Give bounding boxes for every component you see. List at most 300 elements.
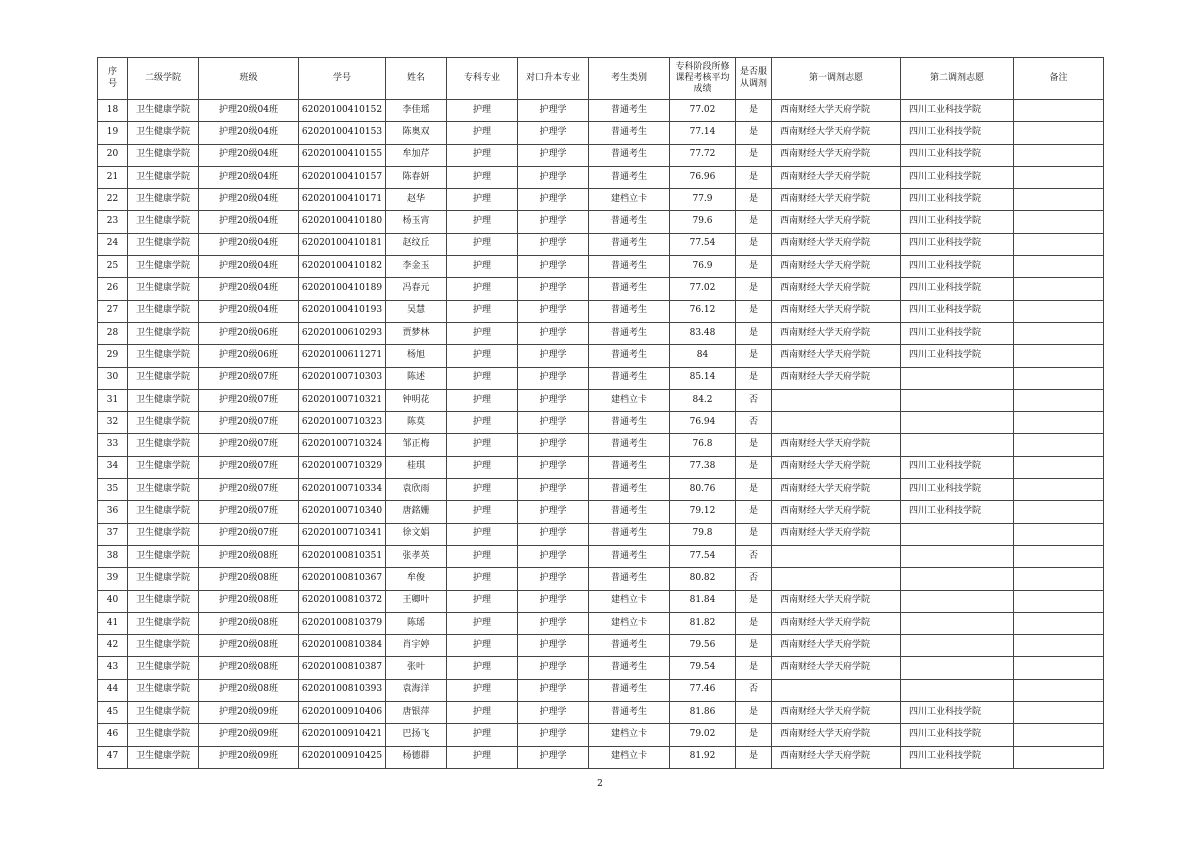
seq-cell: 35 [98, 479, 128, 501]
table-row [98, 122, 1104, 144]
target-major-cell: 护理学 [518, 412, 589, 434]
first-choice-cell: 西南财经大学天府学院 [772, 702, 901, 724]
student-id-cell: 62020100710323 [299, 412, 386, 434]
first-choice-cell: 西南财经大学天府学院 [772, 590, 901, 612]
second-choice-cell [901, 545, 1014, 567]
seq-cell: 39 [98, 568, 128, 590]
student-id-cell: 62020100611271 [299, 345, 386, 367]
first-choice-cell [772, 412, 901, 434]
table-row [98, 256, 1104, 278]
target-major-cell: 护理学 [518, 679, 589, 701]
major-cell: 护理 [447, 635, 518, 657]
first-choice-cell: 西南财经大学天府学院 [772, 211, 901, 233]
page-number: 2 [597, 779, 603, 789]
average-score-cell: 85.14 [670, 367, 736, 389]
name-cell: 钟明花 [386, 389, 447, 411]
class-cell: 护理20级07班 [199, 434, 299, 456]
name-cell: 陈述 [386, 367, 447, 389]
average-score-cell: 83.48 [670, 322, 736, 344]
name-cell: 吴慧 [386, 300, 447, 322]
name-cell: 张叶 [386, 657, 447, 679]
first-choice-cell: 西南财经大学天府学院 [772, 657, 901, 679]
table-row [98, 523, 1104, 545]
student-id-cell: 62020100410193 [299, 300, 386, 322]
col-header-student-id: 学号 [299, 58, 386, 100]
first-choice-cell: 西南财经大学天府学院 [772, 456, 901, 478]
second-choice-cell [901, 635, 1014, 657]
college-cell: 卫生健康学院 [128, 211, 199, 233]
second-choice-cell: 四川工业科技学院 [901, 122, 1014, 144]
average-score-cell: 77.14 [670, 122, 736, 144]
accept-adjustment-cell: 否 [736, 679, 772, 701]
table-row [98, 412, 1104, 434]
remarks-cell [1014, 679, 1104, 701]
target-major-cell: 护理学 [518, 211, 589, 233]
second-choice-cell: 四川工业科技学院 [901, 166, 1014, 188]
college-cell: 卫生健康学院 [128, 545, 199, 567]
remarks-cell [1014, 367, 1104, 389]
major-cell: 护理 [447, 746, 518, 768]
first-choice-cell: 西南财经大学天府学院 [772, 144, 901, 166]
target-major-cell: 护理学 [518, 590, 589, 612]
accept-adjustment-cell: 是 [736, 166, 772, 188]
category-cell: 普通考生 [589, 345, 670, 367]
class-cell: 护理20级04班 [199, 233, 299, 255]
class-cell: 护理20级07班 [199, 389, 299, 411]
adjustment-table [97, 57, 1104, 769]
major-cell: 护理 [447, 278, 518, 300]
college-cell: 卫生健康学院 [128, 590, 199, 612]
target-major-cell: 护理学 [518, 256, 589, 278]
seq-cell: 21 [98, 166, 128, 188]
remarks-cell [1014, 256, 1104, 278]
seq-cell: 19 [98, 122, 128, 144]
average-score-cell: 80.82 [670, 568, 736, 590]
average-score-cell: 76.12 [670, 300, 736, 322]
first-choice-cell: 西南财经大学天府学院 [772, 166, 901, 188]
accept-adjustment-cell: 是 [736, 189, 772, 211]
col-header-seq: 序号 [98, 58, 128, 100]
remarks-cell [1014, 657, 1104, 679]
class-cell: 护理20级04班 [199, 211, 299, 233]
category-cell: 建档立卡 [589, 724, 670, 746]
name-cell: 肖宇婷 [386, 635, 447, 657]
student-id-cell: 62020100410189 [299, 278, 386, 300]
major-cell: 护理 [447, 211, 518, 233]
major-cell: 护理 [447, 523, 518, 545]
name-cell: 贾梦林 [386, 322, 447, 344]
class-cell: 护理20级08班 [199, 545, 299, 567]
target-major-cell: 护理学 [518, 278, 589, 300]
average-score-cell: 79.56 [670, 635, 736, 657]
name-cell: 袁海洋 [386, 679, 447, 701]
remarks-cell [1014, 122, 1104, 144]
major-cell: 护理 [447, 501, 518, 523]
average-score-cell: 77.46 [670, 679, 736, 701]
class-cell: 护理20级06班 [199, 322, 299, 344]
class-cell: 护理20级09班 [199, 702, 299, 724]
second-choice-cell: 四川工业科技学院 [901, 322, 1014, 344]
remarks-cell [1014, 100, 1104, 122]
accept-adjustment-cell: 是 [736, 278, 772, 300]
table-body [98, 100, 1104, 769]
seq-cell: 27 [98, 300, 128, 322]
class-cell: 护理20级08班 [199, 679, 299, 701]
second-choice-cell: 四川工业科技学院 [901, 278, 1014, 300]
accept-adjustment-cell: 是 [736, 456, 772, 478]
first-choice-cell: 西南财经大学天府学院 [772, 367, 901, 389]
category-cell: 普通考生 [589, 635, 670, 657]
major-cell: 护理 [447, 300, 518, 322]
col-header-target-major: 对口升本专业 [518, 58, 589, 100]
name-cell: 徐文娟 [386, 523, 447, 545]
student-id-cell: 62020100810379 [299, 612, 386, 634]
college-cell: 卫生健康学院 [128, 233, 199, 255]
average-score-cell: 84 [670, 345, 736, 367]
major-cell: 护理 [447, 256, 518, 278]
second-choice-cell [901, 412, 1014, 434]
name-cell: 陈春妍 [386, 166, 447, 188]
remarks-cell [1014, 590, 1104, 612]
class-cell: 护理20级07班 [199, 501, 299, 523]
name-cell: 冯春元 [386, 278, 447, 300]
target-major-cell: 护理学 [518, 523, 589, 545]
second-choice-cell [901, 523, 1014, 545]
table-row [98, 746, 1104, 768]
average-score-cell: 79.6 [670, 211, 736, 233]
seq-cell: 34 [98, 456, 128, 478]
average-score-cell: 81.92 [670, 746, 736, 768]
seq-cell: 23 [98, 211, 128, 233]
class-cell: 护理20级08班 [199, 635, 299, 657]
seq-cell: 26 [98, 278, 128, 300]
category-cell: 普通考生 [589, 702, 670, 724]
major-cell: 护理 [447, 367, 518, 389]
table-row [98, 233, 1104, 255]
second-choice-cell: 四川工业科技学院 [901, 479, 1014, 501]
average-score-cell: 77.54 [670, 233, 736, 255]
target-major-cell: 护理学 [518, 345, 589, 367]
first-choice-cell: 西南财经大学天府学院 [772, 256, 901, 278]
average-score-cell: 79.02 [670, 724, 736, 746]
major-cell: 护理 [447, 657, 518, 679]
average-score-cell: 76.94 [670, 412, 736, 434]
second-choice-cell: 四川工业科技学院 [901, 702, 1014, 724]
college-cell: 卫生健康学院 [128, 724, 199, 746]
second-choice-cell: 四川工业科技学院 [901, 345, 1014, 367]
first-choice-cell: 西南财经大学天府学院 [772, 724, 901, 746]
remarks-cell [1014, 479, 1104, 501]
accept-adjustment-cell: 是 [736, 523, 772, 545]
seq-cell: 33 [98, 434, 128, 456]
college-cell: 卫生健康学院 [128, 345, 199, 367]
col-header-average-score: 专科阶段所修课程考核平均成绩 [670, 58, 736, 100]
average-score-cell: 77.38 [670, 456, 736, 478]
remarks-cell [1014, 211, 1104, 233]
second-choice-cell [901, 590, 1014, 612]
college-cell: 卫生健康学院 [128, 166, 199, 188]
remarks-cell [1014, 278, 1104, 300]
major-cell: 护理 [447, 724, 518, 746]
accept-adjustment-cell: 是 [736, 256, 772, 278]
remarks-cell [1014, 724, 1104, 746]
student-id-cell: 62020100810372 [299, 590, 386, 612]
college-cell: 卫生健康学院 [128, 657, 199, 679]
target-major-cell: 护理学 [518, 434, 589, 456]
first-choice-cell [772, 568, 901, 590]
document-sheet [97, 57, 1104, 769]
col-header-second-choice: 第二调剂志愿 [901, 58, 1014, 100]
second-choice-cell [901, 367, 1014, 389]
major-cell: 护理 [447, 389, 518, 411]
major-cell: 护理 [447, 233, 518, 255]
student-id-cell: 62020100410180 [299, 211, 386, 233]
second-choice-cell [901, 657, 1014, 679]
name-cell: 牟俊 [386, 568, 447, 590]
category-cell: 建档立卡 [589, 189, 670, 211]
target-major-cell: 护理学 [518, 545, 589, 567]
average-score-cell: 79.8 [670, 523, 736, 545]
table-row [98, 724, 1104, 746]
table-row [98, 189, 1104, 211]
class-cell: 护理20级08班 [199, 657, 299, 679]
accept-adjustment-cell: 是 [736, 300, 772, 322]
class-cell: 护理20级08班 [199, 612, 299, 634]
col-header-class: 班级 [199, 58, 299, 100]
second-choice-cell [901, 679, 1014, 701]
class-cell: 护理20级09班 [199, 746, 299, 768]
target-major-cell: 护理学 [518, 657, 589, 679]
first-choice-cell: 西南财经大学天府学院 [772, 746, 901, 768]
college-cell: 卫生健康学院 [128, 367, 199, 389]
major-cell: 护理 [447, 122, 518, 144]
category-cell: 建档立卡 [589, 590, 670, 612]
accept-adjustment-cell: 是 [736, 501, 772, 523]
name-cell: 赵华 [386, 189, 447, 211]
first-choice-cell: 西南财经大学天府学院 [772, 434, 901, 456]
average-score-cell: 76.8 [670, 434, 736, 456]
table-row [98, 456, 1104, 478]
category-cell: 普通考生 [589, 412, 670, 434]
accept-adjustment-cell: 是 [736, 724, 772, 746]
seq-cell: 43 [98, 657, 128, 679]
average-score-cell: 76.9 [670, 256, 736, 278]
average-score-cell: 81.84 [670, 590, 736, 612]
remarks-cell [1014, 545, 1104, 567]
target-major-cell: 护理学 [518, 568, 589, 590]
student-id-cell: 62020100910421 [299, 724, 386, 746]
category-cell: 普通考生 [589, 122, 670, 144]
name-cell: 邹正梅 [386, 434, 447, 456]
student-id-cell: 62020100710324 [299, 434, 386, 456]
target-major-cell: 护理学 [518, 189, 589, 211]
col-header-first-choice: 第一调剂志愿 [772, 58, 901, 100]
student-id-cell: 62020100710329 [299, 456, 386, 478]
remarks-cell [1014, 612, 1104, 634]
student-id-cell: 62020100810393 [299, 679, 386, 701]
category-cell: 普通考生 [589, 367, 670, 389]
major-cell: 护理 [447, 144, 518, 166]
major-cell: 护理 [447, 322, 518, 344]
major-cell: 护理 [447, 702, 518, 724]
college-cell: 卫生健康学院 [128, 456, 199, 478]
target-major-cell: 护理学 [518, 144, 589, 166]
college-cell: 卫生健康学院 [128, 523, 199, 545]
remarks-cell [1014, 434, 1104, 456]
accept-adjustment-cell: 是 [736, 345, 772, 367]
major-cell: 护理 [447, 100, 518, 122]
table-row [98, 702, 1104, 724]
name-cell: 陈瑶 [386, 612, 447, 634]
seq-cell: 46 [98, 724, 128, 746]
accept-adjustment-cell: 是 [736, 322, 772, 344]
seq-cell: 28 [98, 322, 128, 344]
second-choice-cell: 四川工业科技学院 [901, 233, 1014, 255]
class-cell: 护理20级04班 [199, 122, 299, 144]
col-header-category: 考生类别 [589, 58, 670, 100]
first-choice-cell: 西南财经大学天府学院 [772, 189, 901, 211]
target-major-cell: 护理学 [518, 724, 589, 746]
target-major-cell: 护理学 [518, 479, 589, 501]
accept-adjustment-cell: 是 [736, 233, 772, 255]
name-cell: 杨玉宵 [386, 211, 447, 233]
average-score-cell: 81.82 [670, 612, 736, 634]
class-cell: 护理20级07班 [199, 523, 299, 545]
seq-cell: 45 [98, 702, 128, 724]
remarks-cell [1014, 523, 1104, 545]
college-cell: 卫生健康学院 [128, 100, 199, 122]
student-id-cell: 62020100410153 [299, 122, 386, 144]
class-cell: 护理20级08班 [199, 568, 299, 590]
major-cell: 护理 [447, 166, 518, 188]
table-row [98, 278, 1104, 300]
first-choice-cell: 西南财经大学天府学院 [772, 479, 901, 501]
seq-cell: 41 [98, 612, 128, 634]
seq-cell: 40 [98, 590, 128, 612]
accept-adjustment-cell: 是 [736, 211, 772, 233]
name-cell: 李佳瑶 [386, 100, 447, 122]
table-row [98, 568, 1104, 590]
category-cell: 建档立卡 [589, 612, 670, 634]
seq-cell: 44 [98, 679, 128, 701]
class-cell: 护理20级09班 [199, 724, 299, 746]
major-cell: 护理 [447, 679, 518, 701]
college-cell: 卫生健康学院 [128, 256, 199, 278]
student-id-cell: 62020100810384 [299, 635, 386, 657]
major-cell: 护理 [447, 590, 518, 612]
major-cell: 护理 [447, 568, 518, 590]
first-choice-cell: 西南财经大学天府学院 [772, 501, 901, 523]
name-cell: 张孝英 [386, 545, 447, 567]
table-row [98, 501, 1104, 523]
remarks-cell [1014, 189, 1104, 211]
average-score-cell: 79.12 [670, 501, 736, 523]
second-choice-cell: 四川工业科技学院 [901, 724, 1014, 746]
table-row [98, 389, 1104, 411]
first-choice-cell: 西南财经大学天府学院 [772, 300, 901, 322]
table-row [98, 367, 1104, 389]
first-choice-cell: 西南财经大学天府学院 [772, 322, 901, 344]
accept-adjustment-cell: 是 [736, 746, 772, 768]
category-cell: 普通考生 [589, 434, 670, 456]
second-choice-cell [901, 389, 1014, 411]
class-cell: 护理20级07班 [199, 479, 299, 501]
name-cell: 巴扬飞 [386, 724, 447, 746]
college-cell: 卫生健康学院 [128, 389, 199, 411]
college-cell: 卫生健康学院 [128, 746, 199, 768]
first-choice-cell: 西南财经大学天府学院 [772, 233, 901, 255]
table-row [98, 100, 1104, 122]
class-cell: 护理20级04班 [199, 300, 299, 322]
table-row [98, 322, 1104, 344]
accept-adjustment-cell: 是 [736, 144, 772, 166]
student-id-cell: 62020100810387 [299, 657, 386, 679]
college-cell: 卫生健康学院 [128, 501, 199, 523]
first-choice-cell: 西南财经大学天府学院 [772, 345, 901, 367]
seq-cell: 22 [98, 189, 128, 211]
seq-cell: 47 [98, 746, 128, 768]
target-major-cell: 护理学 [518, 501, 589, 523]
major-cell: 护理 [447, 612, 518, 634]
student-id-cell: 62020100910425 [299, 746, 386, 768]
college-cell: 卫生健康学院 [128, 278, 199, 300]
student-id-cell: 62020100810367 [299, 568, 386, 590]
average-score-cell: 79.54 [670, 657, 736, 679]
table-row [98, 635, 1104, 657]
name-cell: 杨旭 [386, 345, 447, 367]
average-score-cell: 77.54 [670, 545, 736, 567]
accept-adjustment-cell: 是 [736, 122, 772, 144]
category-cell: 普通考生 [589, 501, 670, 523]
name-cell: 李金玉 [386, 256, 447, 278]
table-row [98, 166, 1104, 188]
seq-cell: 30 [98, 367, 128, 389]
major-cell: 护理 [447, 479, 518, 501]
table-row [98, 300, 1104, 322]
remarks-cell [1014, 345, 1104, 367]
accept-adjustment-cell: 否 [736, 568, 772, 590]
seq-cell: 20 [98, 144, 128, 166]
target-major-cell: 护理学 [518, 233, 589, 255]
category-cell: 普通考生 [589, 523, 670, 545]
category-cell: 普通考生 [589, 144, 670, 166]
seq-cell: 42 [98, 635, 128, 657]
class-cell: 护理20级07班 [199, 456, 299, 478]
college-cell: 卫生健康学院 [128, 635, 199, 657]
accept-adjustment-cell: 否 [736, 389, 772, 411]
accept-adjustment-cell: 是 [736, 657, 772, 679]
student-id-cell: 62020100710341 [299, 523, 386, 545]
accept-adjustment-cell: 否 [736, 412, 772, 434]
student-id-cell: 62020100410152 [299, 100, 386, 122]
class-cell: 护理20级04班 [199, 100, 299, 122]
col-header-name: 姓名 [386, 58, 447, 100]
first-choice-cell: 西南财经大学天府学院 [772, 122, 901, 144]
class-cell: 护理20级04班 [199, 166, 299, 188]
name-cell: 赵纹丘 [386, 233, 447, 255]
seq-cell: 31 [98, 389, 128, 411]
accept-adjustment-cell: 是 [736, 702, 772, 724]
average-score-cell: 84.2 [670, 389, 736, 411]
target-major-cell: 护理学 [518, 166, 589, 188]
name-cell: 陈莫 [386, 412, 447, 434]
category-cell: 普通考生 [589, 233, 670, 255]
target-major-cell: 护理学 [518, 322, 589, 344]
seq-cell: 18 [98, 100, 128, 122]
category-cell: 普通考生 [589, 657, 670, 679]
average-score-cell: 81.86 [670, 702, 736, 724]
student-id-cell: 62020100410155 [299, 144, 386, 166]
